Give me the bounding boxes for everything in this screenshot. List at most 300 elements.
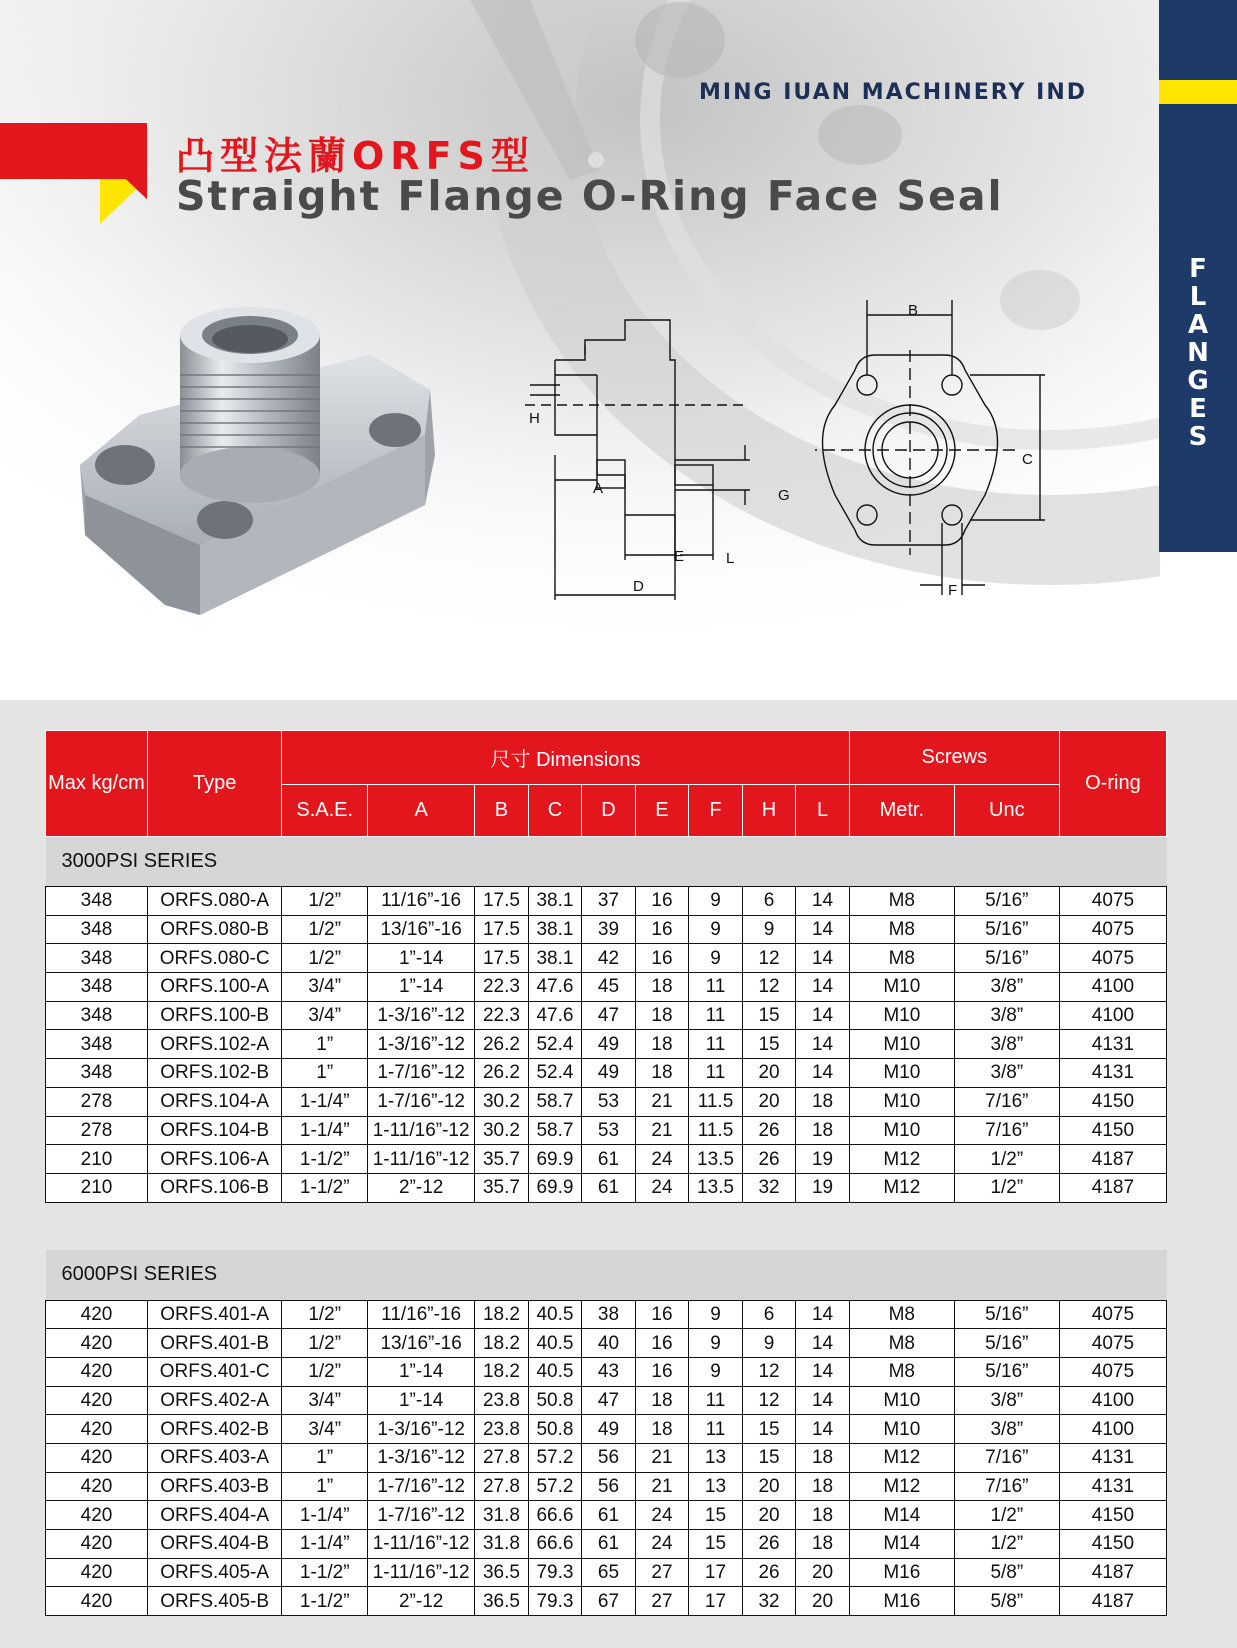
table-cell: M14 <box>849 1501 954 1530</box>
col-header-c: C <box>528 785 582 837</box>
table-cell: 32 <box>742 1587 796 1616</box>
table-cell: 47 <box>582 1386 636 1415</box>
table-cell: 69.9 <box>528 1173 582 1202</box>
section-tab-accent <box>1159 80 1237 104</box>
table-cell: 1-1/4” <box>282 1087 368 1116</box>
table-cell: 11/16”-16 <box>368 1300 475 1329</box>
table-cell: 1-7/16”-12 <box>368 1059 475 1088</box>
table-cell: ORFS.402-A <box>147 1386 281 1415</box>
table-cell: 348 <box>46 887 148 916</box>
table-cell: ORFS.106-B <box>147 1173 281 1202</box>
table-cell: 6 <box>742 887 796 916</box>
series-heading: 6000PSI SERIES <box>46 1250 1167 1300</box>
table-cell: 2”-12 <box>368 1173 475 1202</box>
spacer-cell <box>46 1202 1167 1250</box>
table-row <box>46 944 1167 973</box>
table-cell: 1/2” <box>282 1300 368 1329</box>
table-cell: 7/16” <box>954 1444 1059 1473</box>
series-heading: 3000PSI SERIES <box>46 837 1167 887</box>
table-cell: 52.4 <box>528 1030 582 1059</box>
table-cell: 1/2” <box>954 1501 1059 1530</box>
table-cell: 20 <box>796 1558 850 1587</box>
table-cell: ORFS.401-A <box>147 1300 281 1329</box>
table-cell: ORFS.405-A <box>147 1558 281 1587</box>
table-cell: 14 <box>796 1030 850 1059</box>
table-row <box>46 1415 1167 1444</box>
table-cell: M8 <box>849 1357 954 1386</box>
table-cell: 9 <box>689 1329 743 1358</box>
table-cell: 420 <box>46 1501 148 1530</box>
table-cell: 348 <box>46 1059 148 1088</box>
table-cell: 47 <box>582 1001 636 1030</box>
table-cell: 57.2 <box>528 1444 582 1473</box>
table-cell: 4131 <box>1059 1059 1166 1088</box>
title-accent-bar <box>0 123 147 179</box>
table-cell: 420 <box>46 1472 148 1501</box>
table-cell: 7/16” <box>954 1116 1059 1145</box>
table-cell: 36.5 <box>475 1587 529 1616</box>
table-row <box>46 973 1167 1002</box>
table-cell: 348 <box>46 1030 148 1059</box>
specification-section <box>0 700 1237 1648</box>
table-row <box>46 1001 1167 1030</box>
table-cell: 5/8” <box>954 1587 1059 1616</box>
table-cell: 11 <box>689 1415 743 1444</box>
table-cell: M12 <box>849 1145 954 1174</box>
table-cell: 1/2” <box>954 1173 1059 1202</box>
section-tab-label <box>1159 255 1237 451</box>
table-cell: 38 <box>582 1300 636 1329</box>
table-cell: 420 <box>46 1329 148 1358</box>
table-cell: 11 <box>689 1030 743 1059</box>
table-cell: 3/4” <box>282 1001 368 1030</box>
table-cell: 18 <box>635 1030 689 1059</box>
table-cell: 348 <box>46 944 148 973</box>
table-cell: 1/2” <box>282 1329 368 1358</box>
table-cell: ORFS.080-A <box>147 887 281 916</box>
table-cell: 4150 <box>1059 1530 1166 1559</box>
table-cell: 43 <box>582 1357 636 1386</box>
table-row <box>46 1558 1167 1587</box>
table-cell: 16 <box>635 1300 689 1329</box>
table-cell: 1-1/2” <box>282 1558 368 1587</box>
table-row <box>46 1173 1167 1202</box>
table-cell: 57.2 <box>528 1472 582 1501</box>
table-cell: 1/2” <box>954 1145 1059 1174</box>
table-cell: 66.6 <box>528 1530 582 1559</box>
table-cell: 5/8” <box>954 1558 1059 1587</box>
table-cell: 1-1/4” <box>282 1116 368 1145</box>
table-cell: 9 <box>689 1300 743 1329</box>
table-cell: 1/2” <box>282 915 368 944</box>
table-cell: M8 <box>849 887 954 916</box>
table-cell: 1/2” <box>954 1530 1059 1559</box>
table-cell: 49 <box>582 1030 636 1059</box>
table-cell: M10 <box>849 1386 954 1415</box>
table-cell: 420 <box>46 1587 148 1616</box>
table-cell: 12 <box>742 1386 796 1415</box>
table-cell: 14 <box>796 1001 850 1030</box>
table-cell: 26 <box>742 1530 796 1559</box>
table-cell: 27.8 <box>475 1444 529 1473</box>
table-cell: 13/16”-16 <box>368 915 475 944</box>
table-row <box>46 1030 1167 1059</box>
table-cell: 4100 <box>1059 973 1166 1002</box>
table-cell: 11/16”-16 <box>368 887 475 916</box>
table-cell: 210 <box>46 1145 148 1174</box>
table-row <box>46 1587 1167 1616</box>
table-cell: 9 <box>689 944 743 973</box>
table-cell: 18 <box>796 1116 850 1145</box>
table-cell: 26.2 <box>475 1030 529 1059</box>
table-cell: 13 <box>689 1444 743 1473</box>
table-cell: 18 <box>635 1001 689 1030</box>
table-cell: M14 <box>849 1530 954 1559</box>
table-cell: 58.7 <box>528 1087 582 1116</box>
tab-letter: N <box>1187 338 1209 368</box>
table-cell: 18 <box>635 973 689 1002</box>
table-cell: 56 <box>582 1472 636 1501</box>
table-cell: 9 <box>742 1329 796 1358</box>
table-cell: 3/8” <box>954 973 1059 1002</box>
table-cell: 3/4” <box>282 973 368 1002</box>
table-cell: 30.2 <box>475 1116 529 1145</box>
table-cell: 14 <box>796 1329 850 1358</box>
side-section-drawing <box>525 300 805 610</box>
table-row <box>46 887 1167 916</box>
table-cell: 52.4 <box>528 1059 582 1088</box>
flange-product-photo <box>70 295 470 655</box>
table-cell: 4100 <box>1059 1001 1166 1030</box>
col-header-oring: O-ring <box>1059 731 1166 837</box>
col-header-d: D <box>582 785 636 837</box>
table-cell: 61 <box>582 1501 636 1530</box>
table-cell: 12 <box>742 944 796 973</box>
table-cell: 50.8 <box>528 1415 582 1444</box>
table-cell: 24 <box>635 1501 689 1530</box>
table-cell: 26 <box>742 1558 796 1587</box>
table-cell: 20 <box>742 1501 796 1530</box>
table-cell: 11 <box>689 1001 743 1030</box>
tab-letter: L <box>1189 282 1207 312</box>
table-cell: 348 <box>46 915 148 944</box>
dimension-label-l: L <box>726 550 735 567</box>
table-cell: 18 <box>796 1472 850 1501</box>
table-cell: 420 <box>46 1357 148 1386</box>
table-cell: ORFS.405-B <box>147 1587 281 1616</box>
table-cell: 18.2 <box>475 1300 529 1329</box>
col-header-e: E <box>635 785 689 837</box>
table-cell: M8 <box>849 1300 954 1329</box>
table-cell: 11.5 <box>689 1087 743 1116</box>
dimension-label-b: B <box>908 302 919 319</box>
series-heading-row <box>46 1250 1167 1300</box>
col-header-f: F <box>689 785 743 837</box>
table-cell: 18 <box>796 1444 850 1473</box>
table-cell: M16 <box>849 1587 954 1616</box>
table-cell: 15 <box>742 1030 796 1059</box>
table-cell: ORFS.102-B <box>147 1059 281 1088</box>
table-row <box>46 1145 1167 1174</box>
table-cell: 65 <box>582 1558 636 1587</box>
table-cell: M10 <box>849 1415 954 1444</box>
table-row <box>46 1329 1167 1358</box>
table-cell: M10 <box>849 973 954 1002</box>
catalog-header <box>0 0 1237 700</box>
table-cell: 16 <box>635 915 689 944</box>
table-cell: 5/16” <box>954 1357 1059 1386</box>
table-cell: ORFS.401-C <box>147 1357 281 1386</box>
table-cell: 278 <box>46 1087 148 1116</box>
table-cell: 1-3/16”-12 <box>368 1415 475 1444</box>
tab-letter: G <box>1187 366 1209 396</box>
dimension-label-a: A <box>593 480 604 497</box>
table-cell: 1”-14 <box>368 944 475 973</box>
col-header-a: A <box>368 785 475 837</box>
table-cell: ORFS.080-B <box>147 915 281 944</box>
series-heading-row <box>46 837 1167 887</box>
table-cell: 61 <box>582 1173 636 1202</box>
table-cell: 45 <box>582 973 636 1002</box>
table-cell: 9 <box>689 1357 743 1386</box>
table-cell: 11 <box>689 1386 743 1415</box>
table-cell: ORFS.102-A <box>147 1030 281 1059</box>
table-cell: M12 <box>849 1173 954 1202</box>
table-cell: 1-1/4” <box>282 1501 368 1530</box>
table-cell: 21 <box>635 1087 689 1116</box>
table-cell: ORFS.404-B <box>147 1530 281 1559</box>
table-cell: 4187 <box>1059 1145 1166 1174</box>
table-cell: 22.3 <box>475 973 529 1002</box>
table-cell: M10 <box>849 1087 954 1116</box>
table-cell: 3/4” <box>282 1415 368 1444</box>
table-cell: 38.1 <box>528 915 582 944</box>
dimension-label-g: G <box>778 487 790 504</box>
dimension-label-h: H <box>529 410 540 427</box>
table-cell: 1-1/2” <box>282 1587 368 1616</box>
table-cell: 13 <box>689 1472 743 1501</box>
table-cell: ORFS.106-A <box>147 1145 281 1174</box>
dimension-label-f: F <box>948 582 958 599</box>
table-cell: 1-7/16”-12 <box>368 1087 475 1116</box>
table-cell: 4150 <box>1059 1116 1166 1145</box>
table-row <box>46 1501 1167 1530</box>
table-cell: 1-11/16”-12 <box>368 1530 475 1559</box>
table-cell: 20 <box>742 1087 796 1116</box>
page-title-chinese: 凸型法蘭ORFS型 <box>176 134 535 178</box>
table-cell: 4131 <box>1059 1444 1166 1473</box>
table-cell: M10 <box>849 1001 954 1030</box>
table-cell: 40.5 <box>528 1329 582 1358</box>
table-cell: 67 <box>582 1587 636 1616</box>
table-cell: 50.8 <box>528 1386 582 1415</box>
table-cell: 1/2” <box>282 944 368 973</box>
table-cell: 79.3 <box>528 1587 582 1616</box>
table-cell: 24 <box>635 1173 689 1202</box>
table-cell: 36.5 <box>475 1558 529 1587</box>
table-cell: 1-3/16”-12 <box>368 1030 475 1059</box>
table-cell: 4187 <box>1059 1587 1166 1616</box>
table-row <box>46 1386 1167 1415</box>
table-cell: ORFS.104-A <box>147 1087 281 1116</box>
table-cell: 16 <box>635 944 689 973</box>
table-cell: 1-3/16”-12 <box>368 1444 475 1473</box>
table-cell: 17 <box>689 1587 743 1616</box>
table-cell: 4075 <box>1059 944 1166 973</box>
table-cell: 20 <box>742 1059 796 1088</box>
table-cell: 17.5 <box>475 944 529 973</box>
company-name: MING IUAN MACHINERY IND <box>699 80 1087 105</box>
table-cell: 348 <box>46 973 148 1002</box>
col-header-dimensions: 尺寸 Dimensions <box>282 731 850 785</box>
col-header-sae: S.A.E. <box>282 785 368 837</box>
table-cell: M10 <box>849 1116 954 1145</box>
table-cell: 4075 <box>1059 887 1166 916</box>
table-cell: M16 <box>849 1558 954 1587</box>
table-cell: 420 <box>46 1386 148 1415</box>
table-cell: 27 <box>635 1587 689 1616</box>
table-cell: 1-11/16”-12 <box>368 1116 475 1145</box>
table-cell: 420 <box>46 1415 148 1444</box>
table-cell: M8 <box>849 1329 954 1358</box>
table-cell: 12 <box>742 1357 796 1386</box>
table-cell: 24 <box>635 1145 689 1174</box>
table-row <box>46 915 1167 944</box>
table-cell: 3/8” <box>954 1001 1059 1030</box>
table-cell: 1/2” <box>282 1357 368 1386</box>
series-spacer <box>46 1202 1167 1250</box>
table-cell: 40.5 <box>528 1300 582 1329</box>
table-cell: 1-7/16”-12 <box>368 1501 475 1530</box>
table-cell: ORFS.403-A <box>147 1444 281 1473</box>
table-cell: 4187 <box>1059 1558 1166 1587</box>
col-header-b: B <box>475 785 529 837</box>
table-row <box>46 1059 1167 1088</box>
table-cell: 13.5 <box>689 1173 743 1202</box>
col-header-l: L <box>796 785 850 837</box>
table-cell: 14 <box>796 915 850 944</box>
table-cell: 4075 <box>1059 1300 1166 1329</box>
table-cell: M12 <box>849 1472 954 1501</box>
table-cell: 5/16” <box>954 1329 1059 1358</box>
table-cell: 5/16” <box>954 1300 1059 1329</box>
table-cell: 17.5 <box>475 915 529 944</box>
table-cell: 1-1/2” <box>282 1145 368 1174</box>
table-cell: 19 <box>796 1173 850 1202</box>
table-cell: 1/2” <box>282 887 368 916</box>
table-cell: 11 <box>689 973 743 1002</box>
table-cell: 38.1 <box>528 944 582 973</box>
table-cell: 66.6 <box>528 1501 582 1530</box>
table-cell: 4150 <box>1059 1087 1166 1116</box>
table-cell: ORFS.403-B <box>147 1472 281 1501</box>
table-cell: 278 <box>46 1116 148 1145</box>
tab-letter: S <box>1188 422 1208 452</box>
table-cell: 27 <box>635 1558 689 1587</box>
table-cell: 15 <box>742 1444 796 1473</box>
table-cell: 420 <box>46 1300 148 1329</box>
tab-letter: E <box>1189 394 1207 424</box>
table-cell: M8 <box>849 944 954 973</box>
table-cell: 61 <box>582 1530 636 1559</box>
table-cell: 15 <box>689 1530 743 1559</box>
table-cell: 49 <box>582 1415 636 1444</box>
table-cell: 9 <box>689 915 743 944</box>
table-cell: 420 <box>46 1530 148 1559</box>
table-cell: 53 <box>582 1116 636 1145</box>
table-cell: 18 <box>635 1059 689 1088</box>
table-cell: 11 <box>689 1059 743 1088</box>
table-cell: 79.3 <box>528 1558 582 1587</box>
table-cell: 21 <box>635 1472 689 1501</box>
table-cell: 9 <box>689 887 743 916</box>
table-cell: 24 <box>635 1530 689 1559</box>
table-cell: 3/8” <box>954 1415 1059 1444</box>
table-cell: 14 <box>796 1415 850 1444</box>
table-cell: 4187 <box>1059 1173 1166 1202</box>
table-cell: 11.5 <box>689 1116 743 1145</box>
table-cell: 14 <box>796 1386 850 1415</box>
table-row <box>46 1357 1167 1386</box>
table-cell: 1” <box>282 1444 368 1473</box>
tab-letter: F <box>1189 254 1207 284</box>
table-cell: 1-1/2” <box>282 1173 368 1202</box>
table-cell: 53 <box>582 1087 636 1116</box>
table-cell: 4075 <box>1059 915 1166 944</box>
table-cell: 420 <box>46 1444 148 1473</box>
table-cell: ORFS.080-C <box>147 944 281 973</box>
table-cell: 14 <box>796 1059 850 1088</box>
table-cell: 348 <box>46 1001 148 1030</box>
table-cell: 30.2 <box>475 1087 529 1116</box>
table-cell: 7/16” <box>954 1472 1059 1501</box>
table-body <box>46 837 1167 1616</box>
table-cell: 40 <box>582 1329 636 1358</box>
table-row <box>46 1116 1167 1145</box>
table-cell: ORFS.104-B <box>147 1116 281 1145</box>
table-cell: 3/8” <box>954 1030 1059 1059</box>
table-cell: 18 <box>635 1415 689 1444</box>
table-cell: 4075 <box>1059 1329 1166 1358</box>
table-cell: 1” <box>282 1030 368 1059</box>
table-cell: 14 <box>796 1357 850 1386</box>
table-cell: ORFS.100-B <box>147 1001 281 1030</box>
table-cell: 3/8” <box>954 1386 1059 1415</box>
table-cell: 20 <box>742 1472 796 1501</box>
table-row <box>46 1300 1167 1329</box>
table-cell: 61 <box>582 1145 636 1174</box>
table-cell: 16 <box>635 887 689 916</box>
table-cell: 27.8 <box>475 1472 529 1501</box>
table-cell: 13.5 <box>689 1145 743 1174</box>
col-header-screws: Screws <box>849 731 1059 785</box>
table-cell: 15 <box>689 1501 743 1530</box>
table-cell: 1-11/16”-12 <box>368 1145 475 1174</box>
table-cell: ORFS.404-A <box>147 1501 281 1530</box>
col-header-max: Max kg/cm <box>46 731 148 837</box>
table-cell: 1” <box>282 1472 368 1501</box>
table-cell: 14 <box>796 887 850 916</box>
table-cell: 4131 <box>1059 1030 1166 1059</box>
table-cell: ORFS.401-B <box>147 1329 281 1358</box>
table-cell: ORFS.100-A <box>147 973 281 1002</box>
table-cell: 12 <box>742 973 796 1002</box>
table-cell: 1” <box>282 1059 368 1088</box>
table-cell: 1-11/16”-12 <box>368 1558 475 1587</box>
table-cell: 18 <box>635 1386 689 1415</box>
table-cell: 13/16”-16 <box>368 1329 475 1358</box>
table-cell: 17.5 <box>475 887 529 916</box>
